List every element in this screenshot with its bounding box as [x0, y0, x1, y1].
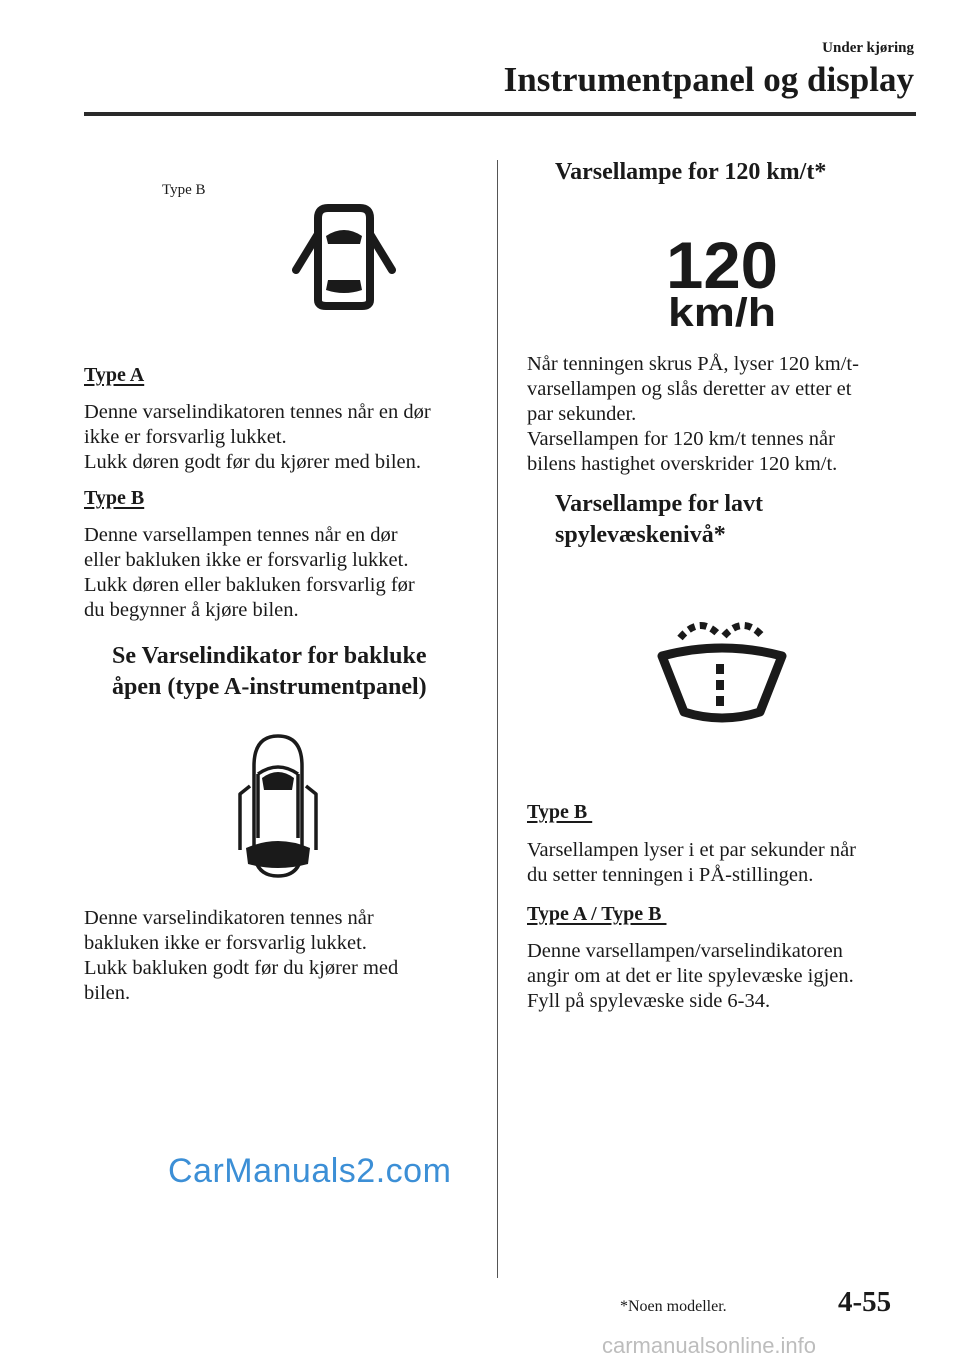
door-ajar-icon [288, 200, 400, 312]
tailgate-open-icon [236, 730, 320, 882]
type-a-text: Denne varselindikatoren tennes når en dør ikke er forsvarlig lukket. Lukk døren godt før du kjører med bilen. [84, 401, 431, 473]
washer-type-b-heading: Type B [527, 801, 593, 823]
speed-warning-text: Når tenningen skrus PÅ, lyser 120 km/t- varsellampen og slås deretter av etter et par sekunder. Varsellampen for 120 km/t tennes når bilens hastighet overskrider 120 km/t. [527, 353, 859, 475]
washer-fluid-icon [652, 606, 792, 726]
site-watermark-url: carmanualsonline.info [602, 1333, 817, 1358]
speed-icon-number: 120 [666, 228, 778, 302]
tailgate-text: Denne varselindikatoren tennes når bakluken ikke er forsvarlig lukket. Lukk bakluken godt før du kjører med bilen. [84, 907, 399, 1004]
speed-120-icon [660, 228, 784, 332]
washer-type-ab-text: Denne varsellampen/varselindikatoren angir om at det er lite spylevæske igjen. Fyll på spylevæske side 6-34. [527, 940, 854, 1012]
icon-caption: Type B [162, 182, 206, 198]
section-title: Under kjøring [822, 40, 914, 56]
column-divider [497, 160, 498, 1278]
watermark-logo: CarManuals2.com [168, 1152, 452, 1190]
speed-icon-unit: km/h [668, 291, 776, 332]
footnote: *Noen modeller. [620, 1298, 727, 1315]
type-a-heading: Type A [84, 364, 145, 386]
washer-type-b-text: Varsellampen lyser i et par sekunder når du setter tenningen i PÅ-stillingen. [527, 839, 857, 886]
type-b-text: Denne varsellampen tennes når en dør eller bakluken ikke er forsvarlig lukket. Lukk døren eller bakluken forsvarlig før du begynner å kjøre bilen. [84, 524, 415, 621]
washer-type-ab-heading: Type A / Type B [527, 903, 667, 925]
chapter-title: Instrumentpanel og display [503, 60, 914, 99]
speed-warning-heading: Varsellampe for 120 km/t* [555, 159, 827, 185]
tailgate-heading: Se Varselindikator for bakluke åpen (type A-instrumentpanel) [112, 643, 427, 700]
page-number: 4-55 [838, 1286, 892, 1318]
type-b-heading: Type B [84, 487, 145, 509]
header-rule [84, 112, 916, 116]
washer-warning-heading: Varsellampe for lavt spylevæskenivå* [555, 491, 763, 548]
